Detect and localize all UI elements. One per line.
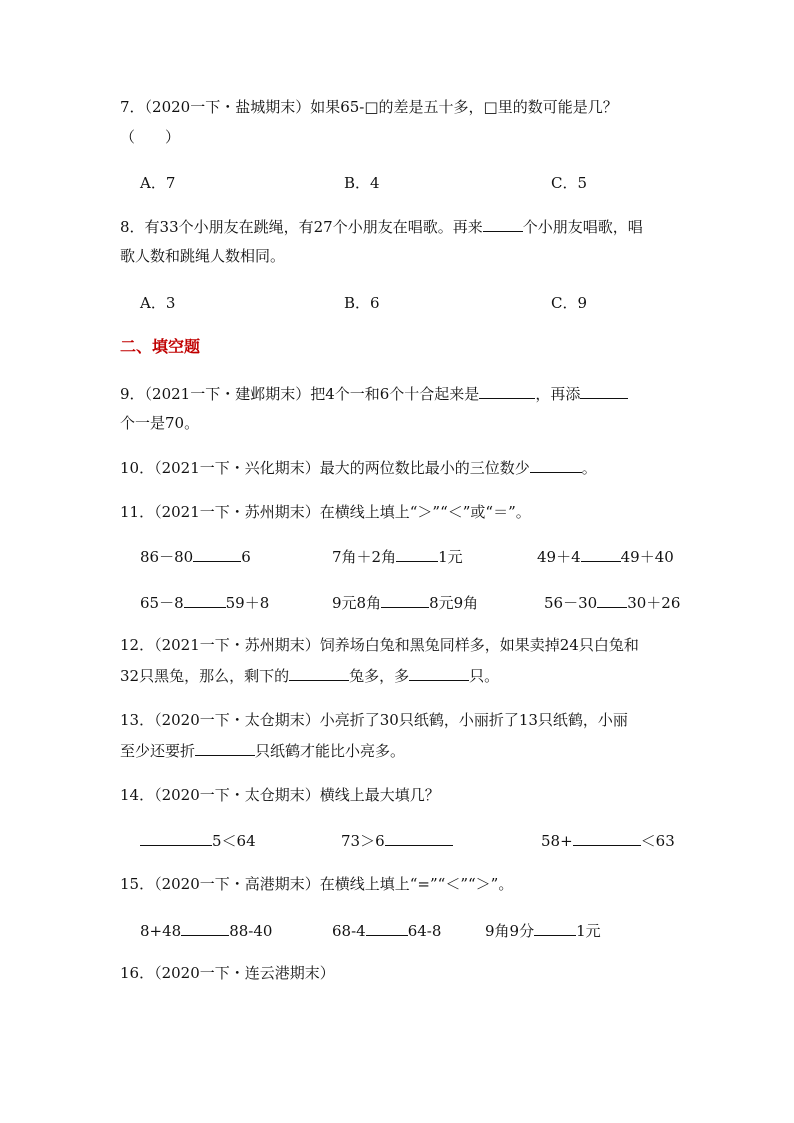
compare-item: 9角9分 1元: [485, 922, 601, 940]
answer-blank[interactable]: [193, 546, 241, 562]
question-7-answer-paren: （ ）: [120, 128, 181, 146]
answer-blank[interactable]: [530, 457, 582, 473]
question-7-option-a[interactable]: A．7: [140, 174, 176, 192]
question-11: 11．（2021一下・苏州期末）在横线上填上“＞”“＜”或“＝”。: [120, 503, 531, 521]
question-16: 16．（2020一下・连云港期末）: [120, 964, 335, 982]
question-7-option-b[interactable]: B．4: [344, 174, 380, 192]
answer-blank[interactable]: [581, 546, 621, 562]
question-8-line-2: 歌人数和跳绳人数相同。: [120, 247, 286, 265]
answer-blank[interactable]: [381, 592, 429, 608]
answer-blank[interactable]: [184, 592, 226, 608]
compare-item: 7角＋2角 1元: [332, 548, 463, 566]
question-9: 9．（2021一下・建邺期末）把4个一和6个十合起来是 ，再添: [120, 383, 628, 404]
max-digit-item: 58+ ＜63: [541, 832, 675, 850]
question-12-line-2: 32只黑兔，那么，剩下的 兔多，多 只。: [120, 667, 500, 685]
question-8-option-c[interactable]: C．9: [551, 294, 588, 312]
answer-blank[interactable]: [573, 830, 641, 846]
question-7-text: 7．（2020一下・盐城期末）如果65-□的差是五十多，□里的数可能是几？: [120, 98, 618, 116]
compare-item: 86－80 6: [140, 548, 251, 566]
answer-blank[interactable]: [366, 920, 408, 936]
question-10: 10．（2021一下・兴化期末）最大的两位数比最小的三位数少 。: [120, 459, 597, 477]
question-12: 12．（2021一下・苏州期末）饲养场白兔和黑兔同样多，如果卖掉24只白兔和: [120, 636, 639, 654]
question-14: 14．（2020一下・太仓期末）横线上最大填几？: [120, 786, 440, 804]
compare-item: 49＋4 49＋40: [537, 548, 674, 566]
answer-blank[interactable]: [409, 665, 469, 681]
question-13-line-2: 至少还要折 只纸鹤才能比小亮多。: [120, 742, 406, 760]
answer-blank[interactable]: [140, 830, 212, 846]
question-13: 13．（2020一下・太仓期末）小亮折了30只纸鹤，小丽折了13只纸鹤，小丽: [120, 711, 628, 729]
answer-blank[interactable]: [483, 216, 523, 232]
answer-blank[interactable]: [534, 920, 576, 936]
answer-blank[interactable]: [181, 920, 229, 936]
section-heading-fill-in: 二、填空题: [120, 337, 201, 356]
compare-item: 68-4 64-8: [332, 922, 442, 940]
question-9-line-2: 个一是70。: [120, 414, 200, 432]
question-8: 8．有33个小朋友在跳绳，有27个小朋友在唱歌。再来 个小朋友唱歌，唱: [120, 218, 643, 236]
compare-item: 9元8角 8元9角: [332, 594, 479, 612]
compare-item: 65－8 59＋8: [140, 594, 270, 612]
answer-blank[interactable]: [195, 740, 255, 756]
question-8-option-b[interactable]: B．6: [344, 294, 380, 312]
compare-item: 56－30 30＋26: [544, 594, 681, 612]
question-8-option-a[interactable]: A．3: [140, 294, 176, 312]
answer-blank[interactable]: [597, 592, 627, 608]
answer-blank[interactable]: [580, 383, 628, 399]
answer-blank[interactable]: [289, 665, 349, 681]
max-digit-item: 73＞6: [341, 830, 453, 851]
answer-blank[interactable]: [385, 830, 453, 846]
question-15: 15．（2020一下・高港期末）在横线上填上“=”“＜”“＞”。: [120, 875, 514, 893]
question-7-option-c[interactable]: C．5: [551, 174, 588, 192]
answer-blank[interactable]: [396, 546, 438, 562]
compare-item: 8+48 88-40: [140, 922, 273, 940]
answer-blank[interactable]: [479, 383, 535, 399]
question-7: [120, 97, 618, 117]
max-digit-item: 5＜64: [140, 830, 256, 851]
